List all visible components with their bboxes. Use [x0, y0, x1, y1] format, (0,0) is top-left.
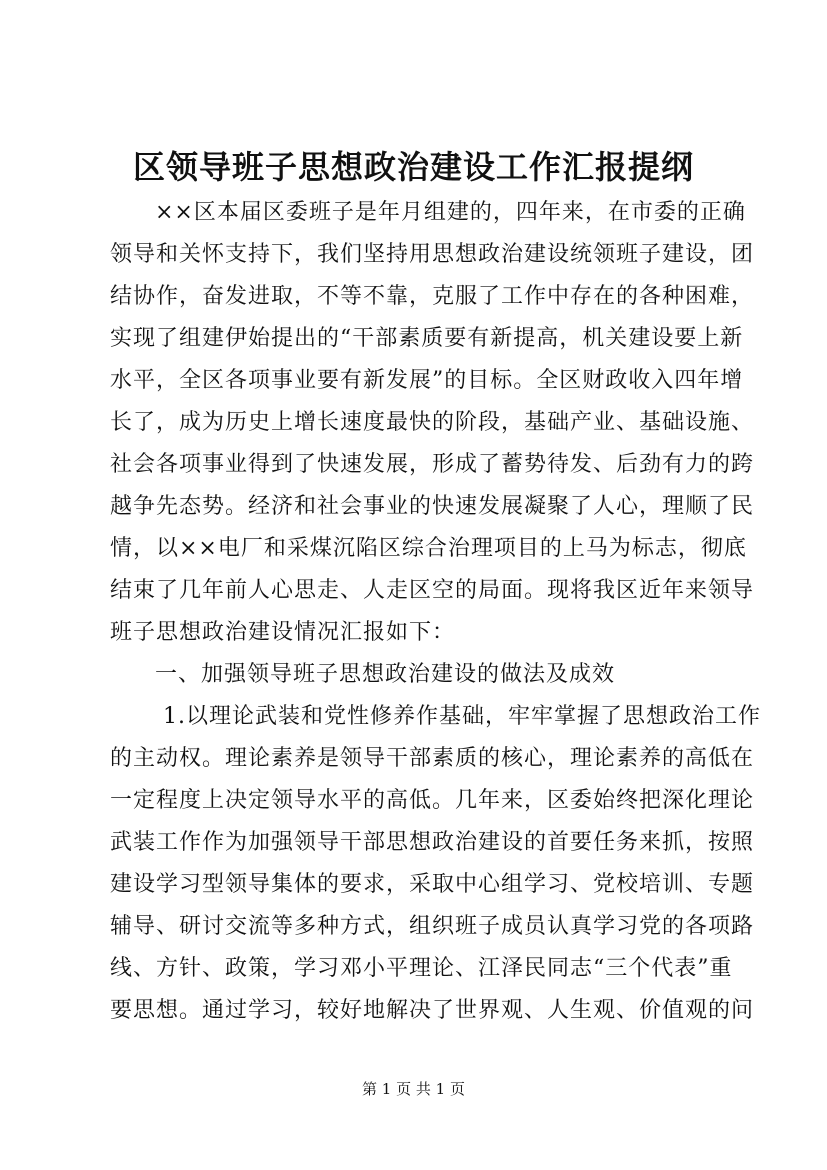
paragraph-line: 建设学习型领导集体的要求，采取中心组学习、党校培训、专题 — [110, 872, 755, 897]
paragraph-line: 1.以理论武装和党性修养作基础，牢牢掌握了思想政治工作 — [163, 704, 761, 729]
page-title: 区领导班子思想政治建设工作汇报提纲 — [132, 148, 694, 186]
paragraph-line: 武装工作作为加强领导干部思想政治建设的首要任务来抓，按照 — [110, 830, 755, 855]
paragraph-line: 领导和关怀支持下，我们坚持用思想政治建设统领班子建设，团 — [110, 242, 755, 267]
paragraph-line: 越争先态势。经济和社会事业的快速发展凝聚了人心，理顺了民 — [110, 494, 755, 519]
paragraph-line: 要思想。通过学习，较好地解决了世界观、人生观、价值观的问 — [110, 998, 755, 1023]
paragraph-line: 班子思想政治建设情况汇报如下： — [110, 620, 456, 645]
paragraph-line: ××区本届区委班子是年月组建的，四年来，在市委的正确 — [155, 200, 746, 225]
paragraph-line: 线、方针、政策，学习邓小平理论、江泽民同志“三个代表”重 — [110, 956, 733, 981]
paragraph-line: 结束了几年前人心思走、人走区空的局面。现将我区近年来领导 — [110, 578, 755, 603]
paragraph-line: 一定程度上决定领导水平的高低。几年来，区委始终把深化理论 — [110, 788, 755, 813]
page-number: 第 1 页 共 1 页 — [362, 1080, 465, 1098]
paragraph-line: 辅导、研讨交流等多种方式，组织班子成员认真学习党的各项路 — [110, 914, 755, 939]
paragraph-line: 的主动权。理论素养是领导干部素质的核心，理论素养的高低在 — [110, 746, 755, 771]
paragraph-line: 情，以××电厂和采煤沉陷区综合治理项目的上马为标志，彻底 — [110, 536, 747, 561]
paragraph-line: 社会各项事业得到了快速发展，形成了蓄势待发、后劲有力的跨 — [110, 452, 755, 477]
paragraph-line: 长了，成为历史上增长速度最快的阶段，基础产业、基础设施、 — [110, 410, 755, 435]
paragraph-line: 结协作，奋发进取，不等不靠，克服了工作中存在的各种困难， — [110, 284, 755, 309]
section-heading: 一、加强领导班子思想政治建设的做法及成效 — [155, 662, 616, 687]
paragraph-line: 水平，全区各项事业要有新发展”的目标。全区财政收入四年增 — [110, 368, 744, 393]
paragraph-line: 实现了组建伊始提出的“干部素质要有新提高，机关建设要上新 — [110, 326, 744, 351]
